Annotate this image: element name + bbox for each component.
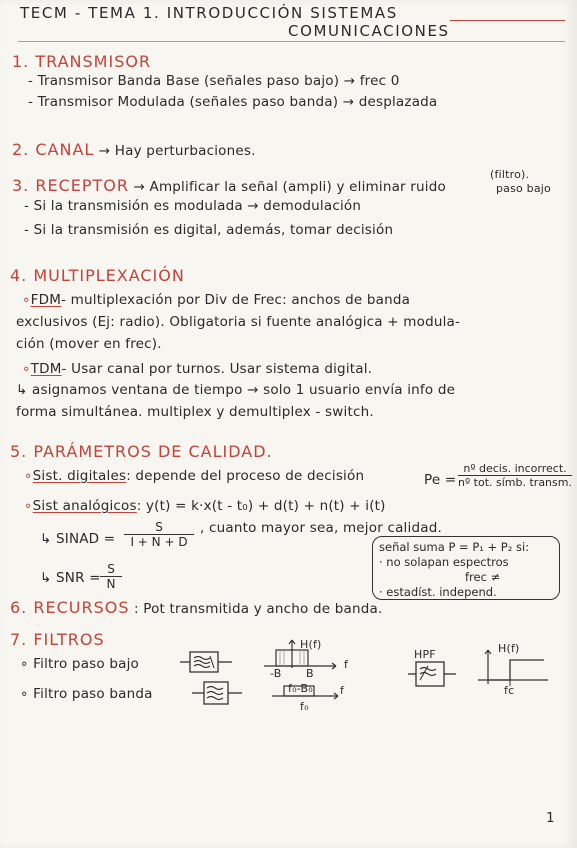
fdm-line-2: exclusivos (Ej: radio). Obligatoria si fuente analógica + modula- (16, 314, 461, 330)
title-line-1: TECM - TEMA 1. INTRODUCCIÓN SISTEMAS (20, 4, 398, 22)
tdm-line-3: forma simultánea. multiplex y demultiplex - switch. (16, 404, 374, 420)
section-2 (12, 140, 256, 159)
lowpass-pos-b: B (306, 667, 314, 680)
section-1-line-1: - Transmisor Banda Base (señales paso bajo) → frec 0 (28, 73, 400, 89)
section-6-text: : Pot transmitida y ancho de banda. (133, 601, 383, 617)
section-1-heading: 1. TRANSMISOR (12, 52, 152, 71)
lowpass-block-icon (180, 650, 240, 674)
lowpass-f-label: f (344, 658, 349, 671)
hpf-label: HPF (414, 648, 436, 661)
section-6-heading: 6. RECURSOS (10, 598, 130, 617)
tdm-line-1: ∘TDM- Usar canal por turnos. Usar sistema digital. (22, 361, 373, 377)
section-3-note-top: (filtro). (490, 168, 530, 181)
section-4-heading: 4. MULTIPLEXACIÓN (10, 266, 185, 285)
bandpass-band-label: f₀-B₀ (288, 682, 313, 695)
section-1-line-2: - Transmisor Modulada (señales paso banda) → desplazada (28, 94, 438, 110)
section-5-heading: 5. PARÁMETROS DE CALIDAD. (10, 442, 273, 461)
section-3-text: → Amplificar la señal (ampli) y eliminar ruido (133, 179, 446, 195)
bandpass-block-icon (192, 680, 248, 706)
title-line-2: COMUNICACIONES (288, 22, 450, 40)
lowpass-label: ∘ Filtro paso bajo (20, 656, 140, 672)
bandpass-label: ∘ Filtro paso banda (20, 686, 153, 702)
section-3 (12, 176, 446, 195)
pe-numerator: nº decis. incorrect. (458, 462, 572, 476)
analog-line: ∘Sist analógicos: y(t) = k·x(t - t₀) + d(t) + n(t) + i(t) (24, 498, 386, 514)
box-line-3: frec ≠ (465, 570, 501, 584)
highpass-h-label: H(f) (498, 642, 520, 655)
section-2-text: → Hay perturbaciones. (98, 143, 256, 159)
snr-numerator: S (100, 562, 122, 577)
sinad-label: ↳ SINAD = (40, 531, 116, 547)
sinad-fraction (124, 520, 194, 549)
digital-line: ∘Sist. digitales: depende del proceso de decisión (24, 468, 365, 484)
signal-sum-box (372, 536, 560, 600)
snr-denominator: N (106, 577, 116, 591)
highpass-block-icon (408, 660, 468, 690)
title-separator (18, 41, 565, 42)
section-3-line-2: - Si la transmisión es digital, además, tomar decisión (24, 222, 394, 238)
bandpass-f-label: f (340, 684, 345, 697)
lowpass-h-label: H(f) (300, 638, 322, 651)
bandpass-f0-label: f₀ (300, 700, 309, 713)
section-7-heading: 7. FILTROS (10, 630, 105, 649)
sinad-denominator: I + N + D (130, 535, 188, 549)
snr-label: ↳ SNR = (40, 570, 101, 586)
digital-text: : depende del proceso de decisión (126, 468, 365, 484)
digital-label: Sist. digitales (32, 468, 127, 484)
tdm-label: TDM (30, 361, 62, 377)
sinad-note: , cuanto mayor sea, mejor calidad. (200, 520, 442, 536)
tdm-line-2: ↳ asignamos ventana de tiempo → solo 1 usuario envía info de (16, 382, 456, 398)
pe-label: Pe = (424, 472, 457, 488)
title-underline (450, 20, 565, 21)
pe-fraction (458, 462, 572, 489)
lowpass-neg-b: -B (270, 667, 282, 680)
fdm-text: - multiplexación por Div de Frec: anchos de banda (61, 292, 411, 308)
pe-denominator: nº tot. símb. transm. (458, 476, 572, 489)
section-6 (10, 598, 382, 617)
highpass-fc-label: fc (504, 684, 515, 697)
section-3-heading: 3. RECEPTOR (12, 176, 129, 195)
tdm-text: - Usar canal por turnos. Usar sistema digital. (61, 361, 373, 377)
sinad-numerator: S (124, 520, 194, 535)
page-number: 1 (546, 810, 555, 826)
box-line-1: señal suma P = P₁ + P₂ si: (379, 540, 530, 554)
fdm-line-3: ción (mover en frec). (16, 336, 162, 352)
analog-label: Sist analógicos (32, 498, 137, 514)
section-3-line-1: - Si la transmisión es modulada → demodulación (24, 198, 362, 214)
fdm-label: FDM (30, 292, 62, 308)
section-3-note-bottom: paso bajo (496, 182, 551, 195)
fdm-line-1: ∘FDM- multiplexación por Div de Frec: anchos de banda (22, 292, 411, 308)
box-line-4: · estadíst. independ. (379, 585, 497, 599)
box-line-2: · no solapan espectros (379, 555, 509, 569)
section-2-heading: 2. CANAL (12, 140, 95, 159)
snr-fraction (100, 562, 122, 591)
analog-text: : y(t) = k·x(t - t₀) + d(t) + n(t) + i(t) (136, 498, 386, 514)
